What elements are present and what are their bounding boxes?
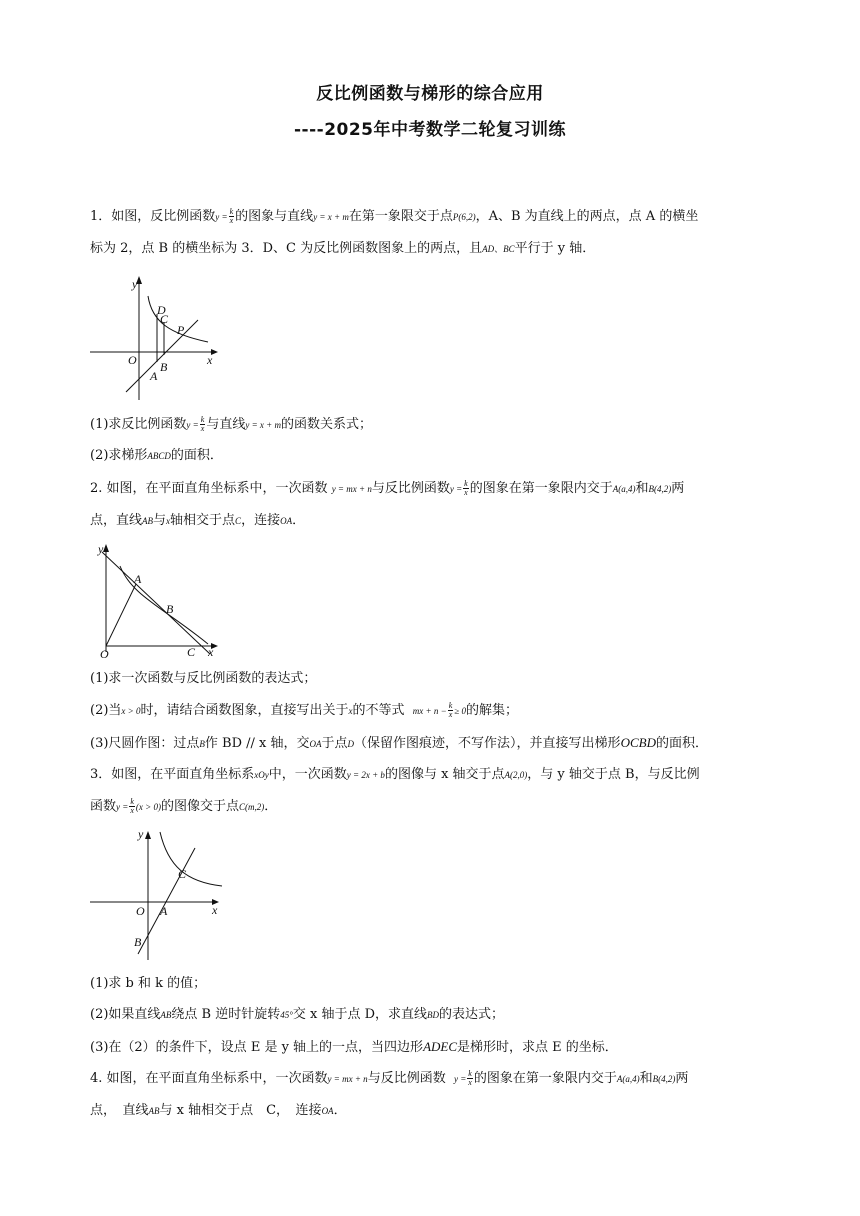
origin-label: O <box>100 647 109 661</box>
fraction: $\frac{k}{x}$ <box>448 701 453 719</box>
problem-2-question-3: (3)尺圆作图：过点B作 BD // x 轴，交OA于点D（保留作图痕迹，不写作法），并直接写出梯形OCBD的面积． <box>90 735 708 751</box>
fraction: $\frac{k}{x}$ <box>468 1069 472 1087</box>
point-p-label: P <box>177 323 185 337</box>
problem-3-question-2: (2)如果直线AB绕点 B 逆时针旋转45°交 x 轴于点 D，求直线BD的表达式； <box>90 1007 505 1022</box>
problem-1-question-2: (2)求梯形ABCD的面积． <box>90 448 223 463</box>
point-c-label: C <box>187 645 196 659</box>
document-subtitle: ----2025年中考数学二轮复习训练 <box>293 120 567 140</box>
problem-2-line-1: 2. 如图，在平面直角坐标系中，一次函数 y = mx + n与反比例函数y = $\frac{k}{x}$ 的图象在第一象限内交于A(a,4)和B(4,2)两 <box>90 479 685 497</box>
document-title: 反比例函数与梯形的综合应用 <box>316 84 544 104</box>
problem-4-line-1: 4. 如图，在平面直角坐标系中，一次函数y = mx + n与反比例函数 y = $\frac{k}{x}$ 的图象在第一象限内交于A(a,4)和B(4,2)两 <box>90 1069 689 1087</box>
point-a-label: A <box>150 369 158 383</box>
point-a-label: A <box>134 572 142 586</box>
x-axis-label: x <box>207 353 213 367</box>
fraction: $\frac{k}{x}$ <box>229 207 234 225</box>
problem-1-line-1: 1．如图，反比例函数y = $\frac{k}{x}$ 的图象与直线y = x + m在第一象限交于点P(6,2)，A、B 为直线上的两点，点 A 的横坐 <box>90 207 699 225</box>
point-b-label: B <box>160 360 168 374</box>
point-b-label: B <box>166 602 174 616</box>
point-c-label: C <box>160 312 169 326</box>
point-d-label: D <box>157 303 166 317</box>
problem-3-question-3: (3)在（2）的条件下，设点 E 是 y 轴上的一点，当四边形ADEC是梯形时，求点 E 的坐标． <box>90 1039 618 1055</box>
point-c-label: C <box>178 867 187 881</box>
origin-label: O <box>136 904 145 918</box>
problem-2-question-1: (1)求一次函数与反比例函数的表达式； <box>90 671 317 686</box>
problem-2-question-2: (2)当x > 0时，请结合函数图象，直接写出关于x的不等式 mx + n − $\frac{k}{x}$ ≥ 0的解集； <box>90 701 518 719</box>
problem-1-question-1: (1)求反比例函数y = $\frac{k}{x}$ 与直线y = x + m的函数关系式； <box>90 415 372 433</box>
y-axis-label: y <box>98 542 104 556</box>
x-axis-label: x <box>212 903 218 917</box>
problem-1-figure <box>90 272 225 404</box>
fraction: $\frac{k}{x}$ <box>464 479 468 497</box>
fraction: $\frac{k}{x}$ <box>200 415 205 433</box>
point-b-label: B <box>134 935 142 949</box>
problem-3-line-2: 函数y = $\frac{k}{x}$ (x > 0)的图像交于点C(m,2)． <box>90 797 278 815</box>
y-axis-label: y <box>132 277 138 291</box>
problem-3-figure <box>90 826 225 962</box>
problem-4-line-2: 点， 直线AB与 x 轴相交于点 C， 连接OA． <box>90 1103 347 1118</box>
problem-2-figure <box>92 538 222 662</box>
point-a-label: A <box>160 904 168 918</box>
problem-1-line-2: 标为 2，点 B 的横坐标为 3．D、C 为反比例函数图象上的两点，且AD、BC平行于 y 轴． <box>90 241 596 256</box>
problem-2-line-2: 点，直线AB与x轴相交于点C，连接OA． <box>90 513 306 528</box>
x-axis-label: x <box>208 645 214 659</box>
problem-3-question-1: (1)求 b 和 k 的值； <box>90 976 207 991</box>
origin-label: O <box>128 353 137 367</box>
fraction: $\frac{k}{x}$ <box>130 797 134 815</box>
y-axis-label: y <box>138 827 144 841</box>
problem-3-line-1: 3．如图，在平面直角坐标系xOy中，一次函数y = 2x + b的图像与 x 轴交于点A(2,0)，与 y 轴交于点 B，与反比例 <box>90 767 700 782</box>
